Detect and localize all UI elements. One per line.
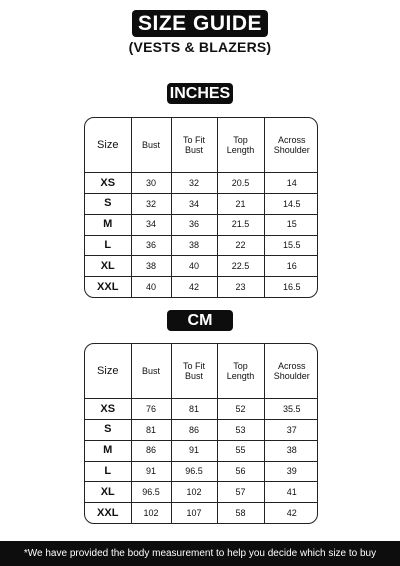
table-row [85,482,318,503]
cm-label: CM [167,310,233,331]
cell-bust: 102 [131,503,171,523]
cell-to-fit-bust: 96.5 [171,461,217,482]
header-across-shoulder: Across Shoulder [264,344,318,398]
cell-top-length: 58 [217,503,264,523]
inches-table [84,117,318,298]
cell-bust: 81 [131,419,171,440]
header-to-fit-bust: To Fit Bust [171,344,217,398]
cell-size: S [85,419,131,440]
cell-across-shoulder: 15 [264,214,318,235]
header-to-fit-bust: To Fit Bust [171,118,217,172]
cell-bust: 36 [131,235,171,256]
cell-bust: 86 [131,440,171,461]
cell-across-shoulder: 15.5 [264,235,318,256]
cell-size: M [85,440,131,461]
header-bust: Bust [131,344,171,398]
cm-body [85,398,318,523]
table-row [85,172,318,193]
cell-top-length: 56 [217,461,264,482]
cell-to-fit-bust: 86 [171,419,217,440]
inches-label: INCHES [167,83,233,104]
table-header-row [85,344,318,398]
cell-to-fit-bust: 36 [171,214,217,235]
table-header-row [85,118,318,172]
header-size: Size [85,344,131,398]
table-row [85,419,318,440]
cell-top-length: 53 [217,419,264,440]
cell-across-shoulder: 42 [264,503,318,523]
cell-size: XS [85,172,131,193]
cell-to-fit-bust: 91 [171,440,217,461]
table-row [85,461,318,482]
cell-to-fit-bust: 32 [171,172,217,193]
cell-top-length: 22.5 [217,256,264,277]
cell-across-shoulder: 16.5 [264,277,318,297]
cell-to-fit-bust: 81 [171,398,217,419]
cell-across-shoulder: 14 [264,172,318,193]
cell-bust: 40 [131,277,171,297]
cell-top-length: 23 [217,277,264,297]
cell-across-shoulder: 37 [264,419,318,440]
cell-to-fit-bust: 107 [171,503,217,523]
header-across-shoulder: Across Shoulder [264,118,318,172]
cell-to-fit-bust: 34 [171,193,217,214]
footer-note: *We have provided the body measurement to help you decide which size to buy [0,541,400,566]
cell-across-shoulder: 14.5 [264,193,318,214]
cell-across-shoulder: 35.5 [264,398,318,419]
cell-size: M [85,214,131,235]
cell-bust: 38 [131,256,171,277]
cell-top-length: 22 [217,235,264,256]
page-subtitle: (VESTS & BLAZERS) [128,39,272,55]
cell-top-length: 21.5 [217,214,264,235]
cell-across-shoulder: 39 [264,461,318,482]
cell-top-length: 57 [217,482,264,503]
cell-size: S [85,193,131,214]
cell-size: XXL [85,503,131,523]
cell-bust: 30 [131,172,171,193]
header-top-length: Top Length [217,118,264,172]
cell-across-shoulder: 16 [264,256,318,277]
cell-bust: 96.5 [131,482,171,503]
cell-size: XL [85,482,131,503]
cell-top-length: 21 [217,193,264,214]
table-row [85,503,318,523]
header-top-length: Top Length [217,344,264,398]
cell-size: L [85,461,131,482]
cell-to-fit-bust: 40 [171,256,217,277]
cell-bust: 32 [131,193,171,214]
cell-across-shoulder: 38 [264,440,318,461]
cell-to-fit-bust: 42 [171,277,217,297]
header-bust: Bust [131,118,171,172]
cell-to-fit-bust: 102 [171,482,217,503]
table-row [85,277,318,297]
cell-to-fit-bust: 38 [171,235,217,256]
table-row [85,440,318,461]
cell-bust: 34 [131,214,171,235]
cell-top-length: 20.5 [217,172,264,193]
page-title: SIZE GUIDE [132,10,268,37]
table-row [85,235,318,256]
cell-size: XL [85,256,131,277]
table-row [85,256,318,277]
table-row [85,193,318,214]
header-size: Size [85,118,131,172]
cell-size: XXL [85,277,131,297]
cell-top-length: 55 [217,440,264,461]
cell-size: XS [85,398,131,419]
table-row [85,214,318,235]
cell-size: L [85,235,131,256]
inches-body [85,172,318,297]
cell-bust: 91 [131,461,171,482]
cm-table [84,343,318,524]
cell-top-length: 52 [217,398,264,419]
cell-across-shoulder: 41 [264,482,318,503]
cell-bust: 76 [131,398,171,419]
table-row [85,398,318,419]
